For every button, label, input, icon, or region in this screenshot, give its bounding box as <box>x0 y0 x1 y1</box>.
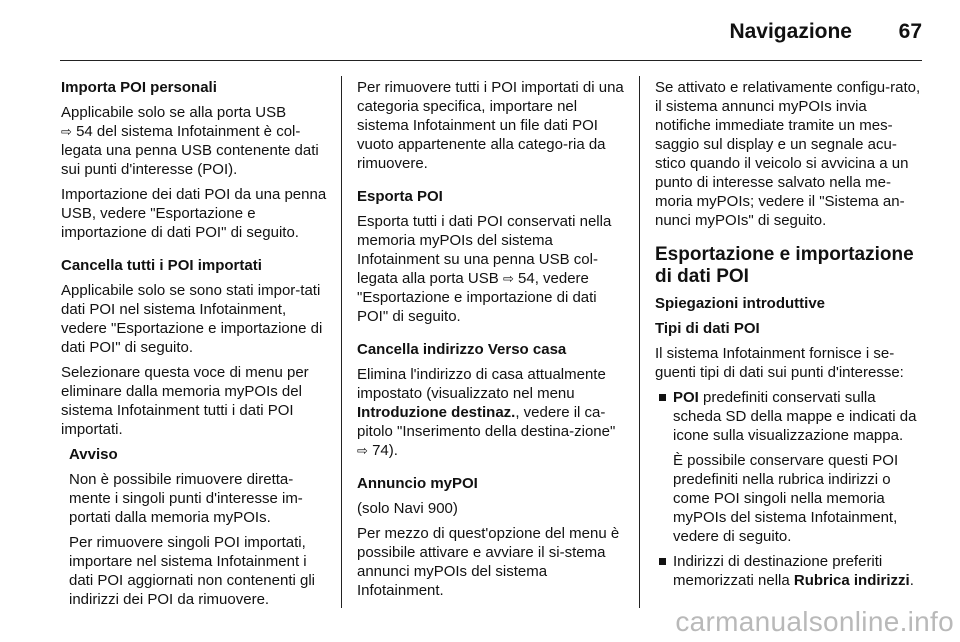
paragraph-import-2: Importazione dei dati POI da una penna USB, vedere "Esportazione e importazione di dati POI" di seguito. <box>61 186 327 241</box>
paragraph-delete-1: Applicabile solo se sono stati impor-tati dati POI nel sistema Infotainment, vedere "Esportazione e importazione di dati POI" di seguito. <box>61 282 323 356</box>
heading-import-poi: Importa POI personali <box>61 79 217 96</box>
heading-export-poi: Esporta POI <box>357 188 443 205</box>
paragraph-delete-home: Elimina l'indirizzo di casa attualmente impostato (visualizzato nel menu Introduzione destinaz., vedere il ca-pitolo "Inserimento della destina-zione" ⇨ 74). <box>357 366 616 459</box>
bullet-square-icon <box>659 394 666 401</box>
paragraph-remove-category: Per rimuovere tutti i POI importati di una categoria specifica, importare nel sistema Infotainment un file dati POI vuoto appartenente alla catego-ria da rimuovere. <box>357 79 624 172</box>
heading-delete-poi: Cancella tutti i POI importati <box>61 257 262 274</box>
page-header <box>60 0 922 62</box>
column-divider <box>341 76 342 608</box>
paragraph-mypoi: Per mezzo di quest'opzione del menu è possibile attivare e avviare il si-stema annunci myPOIs del sistema Infotainment. <box>357 525 620 599</box>
heading-delete-home: Cancella indirizzo Verso casa <box>357 341 567 358</box>
bullet-square-icon <box>659 558 666 565</box>
note-heading: Avviso <box>69 446 118 463</box>
paragraph-import-1: Applicabile solo se alla porta USB ⇨ 54 del sistema Infotainment è col-legata una penna USB contenente dati sui punti d'interesse (POI). <box>61 104 319 178</box>
paragraph-delete-2: Selezionare questa voce di menu per eliminare dalla memoria myPOIs del sistema Infotainment tutti i dati POI importati. <box>61 364 309 438</box>
reference-arrow-icon: ⇨ <box>357 443 368 458</box>
note-box <box>61 445 329 609</box>
section-title: Navigazione <box>729 20 852 43</box>
page-number: 67 <box>898 20 922 43</box>
column-3 <box>655 78 925 596</box>
note-paragraph-2: Per rimuovere singoli POI importati, importare nel sistema Infotainment i dati POI aggiornati non contenenti gli indirizzi dei POI da rimuovere. <box>69 534 315 608</box>
header-rule <box>60 60 922 61</box>
reference-arrow-icon: ⇨ <box>502 271 514 286</box>
watermark-url: carmanualsonline.info <box>675 606 954 637</box>
column-1 <box>61 78 329 615</box>
column-2 <box>357 78 629 606</box>
paragraph-poi-types: Il sistema Infotainment fornisce i se-guenti tipi di dati sui punti d'interesse: <box>655 345 904 381</box>
heading-mypoi-announce: Annuncio myPOI <box>357 475 478 492</box>
heading-poi-types: Tipi di dati POI <box>655 320 760 337</box>
list-item: Indirizzi di destinazione preferiti memorizzati nella Rubrica indirizzi. <box>655 552 925 590</box>
reference-arrow-icon: ⇨ <box>61 124 72 139</box>
note-paragraph-1: Non è possibile rimuovere diretta-mente i singoli punti d'interesse im-portati dalla memoria myPOIs. <box>69 471 303 526</box>
list-item: POI predefiniti conservati sulla scheda SD della mappe e indicati da icone sulla visualizzazione mappa. È possibile conservare questi POI predefiniti nella rubrica indirizzi o come POI singoli nella memoria myPOIs del sistema Infotainment, vedere di seguito. <box>655 388 925 546</box>
paragraph-navi-900: (solo Navi 900) <box>357 500 458 517</box>
paragraph-announce-system: Se attivato e relativamente configu-rato, il sistema annunci myPOIs invia notifiche immediate tramite un mes-saggio sul display e un segnale acu-stico quando il veicolo si avvicina a un punto di interesse salvato nella me-moria myPOIs; vedere il "Sistema an-nunci myPOIs" di seguito. <box>655 79 921 229</box>
heading-export-import: Esportazione e importazione di dati POI <box>655 244 914 287</box>
paragraph-export: Esporta tutti i dati POI conservati nella memoria myPOIs del sistema Infotainment su una penna USB col-legata alla porta USB ⇨ 54, vedere "Esportazione e importazione di dati POI" di seguito. <box>357 213 612 325</box>
column-divider <box>639 76 640 608</box>
heading-intro: Spiegazioni introduttive <box>655 295 826 312</box>
